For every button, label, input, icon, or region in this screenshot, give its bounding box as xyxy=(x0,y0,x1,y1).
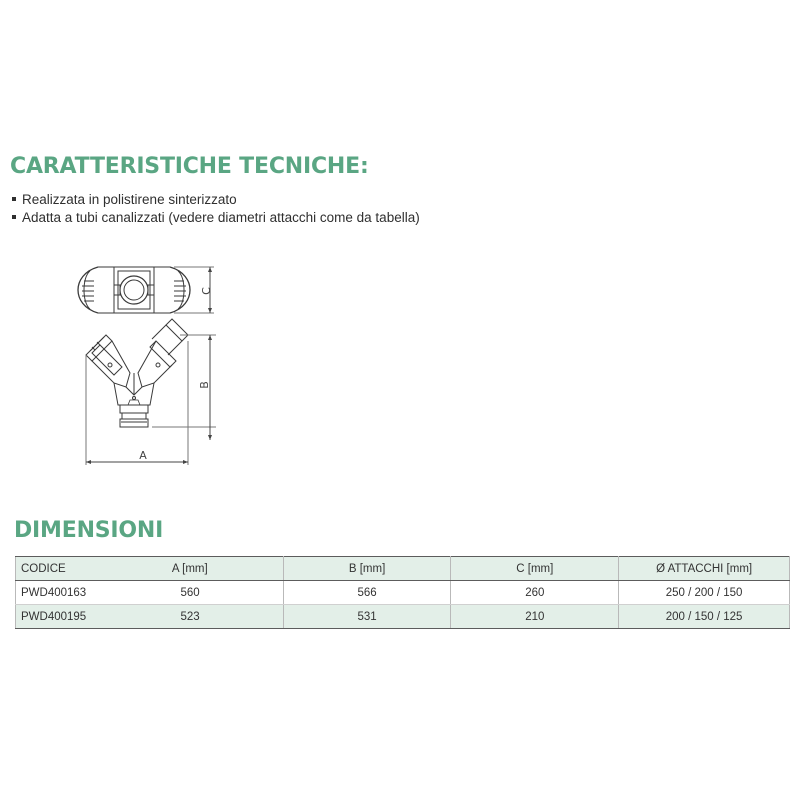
table-cell: 566 xyxy=(283,581,451,605)
table-header-cell: Ø ATTACCHI [mm] xyxy=(619,557,790,581)
top-view xyxy=(78,267,214,313)
section-title-technical: CARATTERISTICHE TECNICHE: xyxy=(10,154,369,179)
feature-text: Adatta a tubi canalizzati (vedere diametri attacchi come da tabella) xyxy=(22,210,420,225)
feature-item xyxy=(10,191,420,209)
bullet-icon xyxy=(12,197,16,201)
table-row xyxy=(16,605,790,629)
table-cell: 250 / 200 / 150 xyxy=(619,581,790,605)
table-cell: 210 xyxy=(451,605,619,629)
bullet-icon xyxy=(12,215,16,219)
table-header-row xyxy=(16,557,790,581)
dimension-label-b: B xyxy=(198,381,211,389)
feature-item xyxy=(10,209,420,227)
table-cell: PWD400163 560 xyxy=(16,581,284,605)
table-cell: 200 / 150 / 125 xyxy=(619,605,790,629)
dimensions-table xyxy=(15,556,790,629)
table-header-cell: C [mm] xyxy=(451,557,619,581)
table-header-cell: B [mm] xyxy=(283,557,451,581)
feature-text: Realizzata in polistirene sinterizzato xyxy=(22,192,237,207)
table-cell: 531 xyxy=(283,605,451,629)
feature-list xyxy=(10,191,420,227)
technical-drawing xyxy=(70,255,230,470)
table-header-cell: CODICE A [mm] xyxy=(16,557,284,581)
table-row xyxy=(16,581,790,605)
dimension-label-a: A xyxy=(139,449,147,462)
dimension-label-c: C xyxy=(200,287,213,295)
front-view xyxy=(86,319,216,465)
table-cell: PWD400195 523 xyxy=(16,605,284,629)
section-title-dimensions: DIMENSIONI xyxy=(14,518,164,543)
table-cell: 260 xyxy=(451,581,619,605)
